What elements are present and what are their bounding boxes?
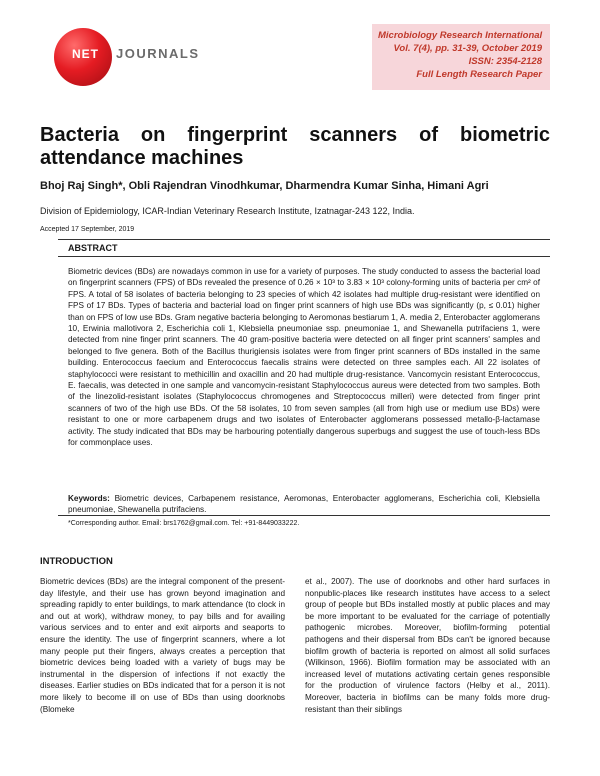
affiliation: Division of Epidemiology, ICAR-Indian Veterinary Research Institute, Izatnagar-243 122, India. — [40, 206, 415, 216]
abstract-heading: ABSTRACT — [68, 243, 118, 253]
paper-title: Bacteria on fingerprint scanners of biometric attendance machines — [40, 124, 550, 169]
author-list: Bhoj Raj Singh*, Obli Rajendran Vinodhkumar, Dharmendra Kumar Sinha, Himani Agri — [40, 180, 489, 192]
abstract-text: Biometric devices (BDs) are nowadays common in use for a variety of purposes. The study conducted to assess the bacterial load on fingerprint scanners (FPS) of BDs revealed the presence of 0.26 × 10³ to 3.83 × 10³ colony-forming units of bacteria per cm² of FPS. A total of 58 isolates of bacteria belonging to 23 species of which 42 isolates had multiple drug-resistant were identified on FPS of 17 BDs. Types of bacteria and bacterial load on finger print scanners of high use BDs was significantly (p, ≤ 0.01) higher than on FPS of low use BDs. Gram negative bacteria belonging to Aeromonas bestiarum 1, A. media 2, Enterobacter agglomerans 10, Erwinia mallotivora 2, Escherichia coli 1, Klebsiella pneumoniae ssp. pneumoniae 1, and Shewanella putrifaciens 1, were detected from nine finger print scanners. The 40 gram-positive bacteria were detected on all finger print scanners' samples and belonged to five genera. Both of the Bacillus thurigiensis isolates were from finger print scanners of BDs installed in the same building. Enterococcus faecium and Enterococcus faecalis strains were detected on three samples each. All 22 isolates of staphylococci were resistant to methicillin and oxacillin and 20 had multiple drug-resistance. Vancomycin resistant Enterococcus, E. faecalis, was detected in one sample and vancomycin-resistant Staphylococcus aureus were detected from two samples. Both of the linezolid-resistant isolates (Staphylococcus chromogenes and Streptococcus milleri) were detected from finger print scanners of two of the high use BDs. Of the 58 isolates, 10 from seven samples (all from high use or medium use BDs) were resistant to one or more carbapenem drugs and two isolates of Enterobacter agglomerans possessed metallo-β-lactamase activity. The study indicated that BDs may be harbouring potentially dangerous superbugs and suggest the use of touch-less BDs for commonplace uses. — [68, 267, 540, 448]
abstract-heading-rule — [58, 256, 550, 257]
logo-journals-text: JOURNALS — [116, 46, 200, 61]
keywords — [68, 493, 540, 516]
keywords-label: Keywords: — [68, 494, 110, 503]
netjournals-logo — [46, 24, 216, 84]
keywords-text: Biometric devices, Carbapenem resistance, Aeromonas, Enterobacter agglomerans, Escherichia coli, Klebsiella pneumoniae, Shewanella putrifaciens. — [68, 494, 540, 515]
keywords-rule — [58, 515, 550, 516]
introduction-left-column: Biometric devices (BDs) are the integral component of the present-day lifestyle, and their use has grown beyond imagination and spreading rapidly to enter buildings, to mark attendance (to clock in and out at work), withdraw money, to pay bills and for availing various services and to enter and exit airports and seaports to ensure the identity. The use of fingerprint scanners, where a lot many people put their fingers, always creates a perception that biometric devices being loaded with a variety of bugs may be instrumental in the dispersion of infections if not exactly the diseases. Earlier studies on BDs indicated that for a person it is not more likely to become ill on use of BDs than using doorknobs (Blomeke — [40, 577, 285, 714]
journal-info-box — [372, 24, 550, 90]
journal-name: Microbiology Research International — [378, 30, 543, 41]
abstract-top-rule — [58, 239, 550, 240]
logo-net-text: NET — [72, 47, 99, 61]
accepted-date: Accepted 17 September, 2019 — [40, 226, 135, 233]
journal-issn: ISSN: 2354-2128 — [468, 56, 542, 67]
introduction-right-column: et al., 2007). The use of doorknobs and other hard surfaces in nonpublic-places like research institutes have access to a select group of people but BDs installed mostly at public places and may be more important to be evaluated for the carriage of potentially pathogenic microbes. Moreover, biofilm-forming potential pathogens and their dispersal from BDs can't be ignored because biofilm growth of bacteria is reported on almost all solid surfaces (Wilkinson, 1966). Biofilm formation may be associated with an increased level of mutations activating certain genes responsible for the production of virulence factors (Helby et al., 2011). Moreover, bacteria in biofilms can be many folds more drug-resistant than their siblings — [305, 577, 550, 714]
corresponding-author: *Corresponding author. Email: brs1762@gmail.com. Tel: +91-8449033222. — [68, 520, 300, 527]
journal-volume: Vol. 7(4), pp. 31-39, October 2019 — [393, 43, 542, 54]
introduction-heading: INTRODUCTION — [40, 556, 113, 567]
paper-type: Full Length Research Paper — [416, 69, 542, 80]
